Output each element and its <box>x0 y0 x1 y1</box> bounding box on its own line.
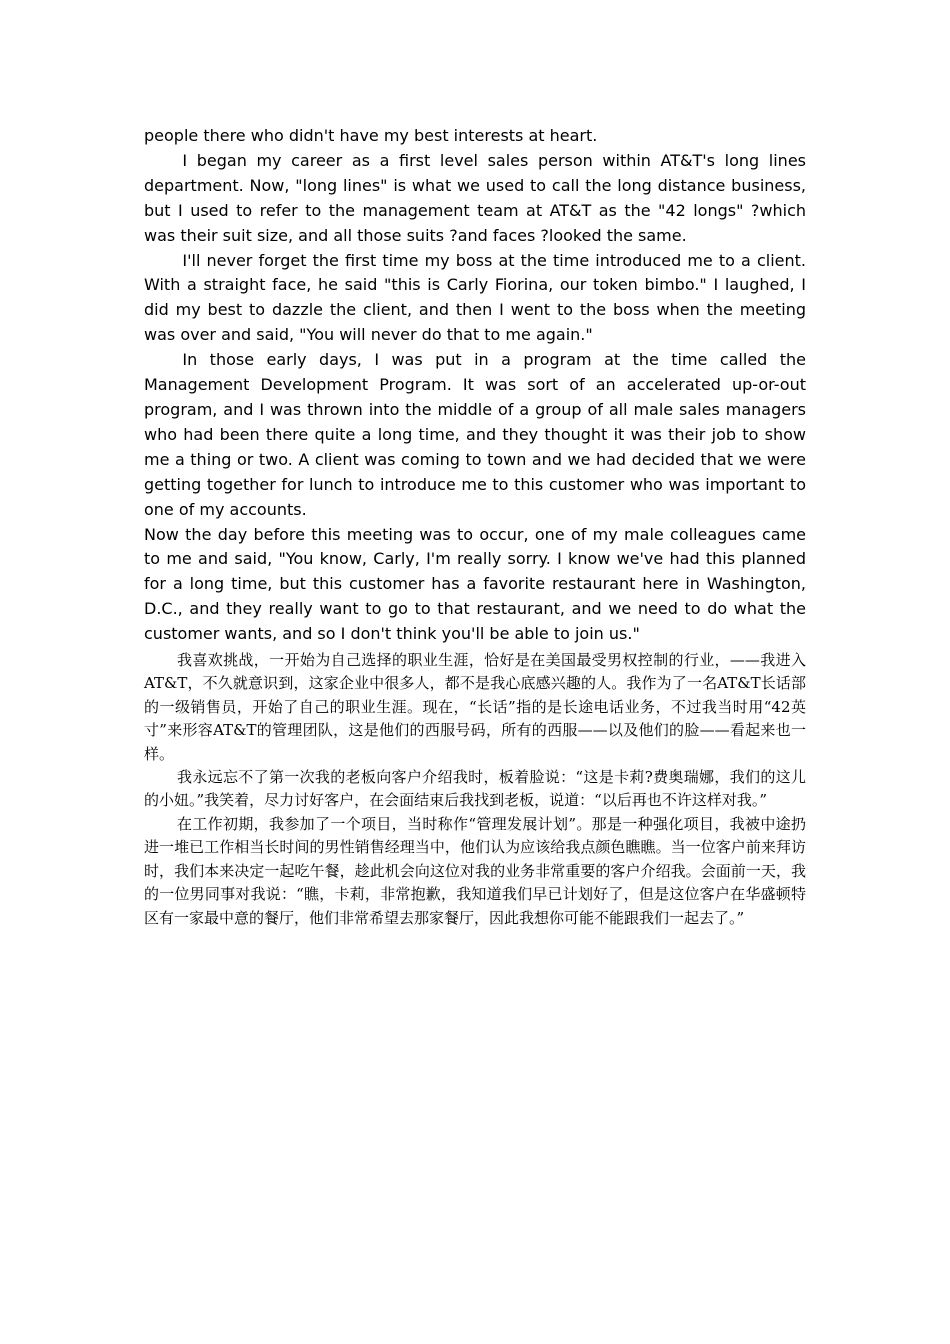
chinese-paragraph-2: 我永远忘不了第一次我的老板向客户介绍我时，板着脸说：“这是卡莉?费奥瑞娜，我们的这儿的小妞。”我笑着，尽力讨好客户，在会面结束后我找到老板，说道：“以后再也不许这样对我。” <box>144 768 806 810</box>
english-paragraph-1: people there who didn't have my best interests at heart. <box>144 126 598 145</box>
chinese-translation <box>144 649 806 930</box>
chinese-paragraph-1: 我喜欢挑战，一开始为自己选择的职业生涯，恰好是在美国最受男权控制的行业，——我进入AT&T，不久就意识到，这家企业中很多人，都不是我心底感兴趣的人。我作为了一名AT&T长话部的一级销售员，开始了自己的职业生涯。现在，“长话”指的是长途电话业务，不过我当时用“42英寸”来形容AT&T的管理团队，这是他们的西服号码，所有的西服——以及他们的脸——看起来也一样。 <box>144 651 806 763</box>
english-paragraph-5: Now the day before this meeting was to occur, one of my male colleagues came to me and said, "You know, Carly, I'm really sorry. I know we've had this planned for a long time, but this customer has a favorite restaurant here in Washington, D.C., and they really want to go to that restaurant, and we need to do what the customer wants, and so I don't think you'll be able to join us." <box>144 524 806 644</box>
document-body <box>144 124 806 930</box>
chinese-paragraph-3: 在工作初期，我参加了一个项目，当时称作“管理发展计划”。那是一种强化项目，我被中途扔进一堆已工作相当长时间的男性销售经理当中，他们认为应该给我点颜色瞧瞧。当一位客户前来拜访时，我们本来决定一起吃午餐，趁此机会向这位对我的业务非常重要的客户介绍我。会面前一天，我的一位男同事对我说：“瞧，卡莉，非常抱歉，我知道我们早已计划好了，但是这位客户在华盛顿特区有一家最中意的餐厅，他们非常希望去那家餐厅，因此我想你可能不能跟我们一起去了。” <box>144 814 806 927</box>
english-paragraph-3: I'll never forget the first time my boss at the time introduced me to a client. With a straight face, he said "this is Carly Fiorina, our token bimbo." I laughed, I did my best to dazzle the client, and then I went to the boss when the meeting was over and said, "You will never do that to me again." <box>144 250 806 345</box>
english-paragraph-4: In those early days, I was put in a program at the time called the Management Development Program. It was sort of an accelerated up-or-out program, and I was thrown into the middle of a group of all male sales managers who had been there quite a long time, and they thought it was their job to show me a thing or two. A client was coming to town and we had decided that we were getting together for lunch to introduce me to this customer who was important to one of my accounts. <box>144 350 806 519</box>
english-paragraph-2: I began my career as a first level sales person within AT&T's long lines department. Now, "long lines" is what we used to call the long distance business, but I used to refer to the management team at AT&T as the "42 longs" ?which was their suit size, and all those suits ?and faces ?looked the same. <box>144 150 806 245</box>
